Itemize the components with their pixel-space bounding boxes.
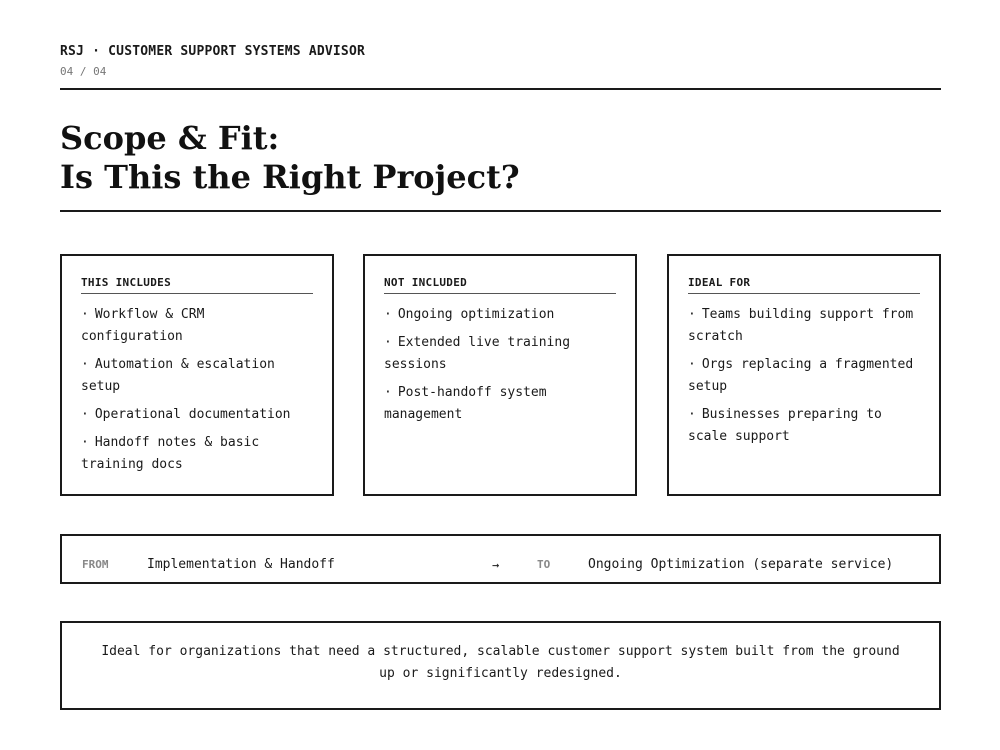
list-item: · Ongoing optimization	[384, 307, 555, 322]
bullet-icon: ·	[384, 385, 392, 400]
card-ideal-for	[667, 254, 941, 496]
list-item: · Extended live training sessions	[384, 335, 571, 372]
card-list	[81, 304, 313, 476]
card-list	[384, 304, 616, 426]
slide	[60, 0, 941, 750]
title-line-2: Is This the Right Project?	[60, 158, 520, 196]
list-item: · Workflow & CRM configuration	[81, 307, 205, 344]
bullet-icon: ·	[384, 335, 392, 350]
list-item: · Operational documentation	[81, 407, 291, 422]
brand-label: RSJ · CUSTOMER SUPPORT SYSTEMS ADVISOR	[60, 44, 366, 59]
to-value: Ongoing Optimization (separate service)	[588, 557, 894, 572]
arrow-right-icon: →	[492, 558, 500, 572]
bullet-icon: ·	[688, 407, 696, 422]
bullet-icon: ·	[688, 307, 696, 322]
transition-bar	[60, 534, 941, 584]
header-divider	[60, 88, 941, 90]
card-includes	[60, 254, 334, 496]
from-label: FROM	[82, 558, 109, 571]
bullet-icon: ·	[384, 307, 392, 322]
page-number: 04 / 04	[60, 65, 107, 78]
card-heading: NOT INCLUDED	[384, 276, 616, 294]
list-item: · Handoff notes & basic training docs	[81, 435, 260, 472]
card-not-included	[363, 254, 637, 496]
card-heading: IDEAL FOR	[688, 276, 920, 294]
to-label: TO	[537, 558, 551, 571]
card-list	[688, 304, 920, 448]
card-heading: THIS INCLUDES	[81, 276, 313, 294]
bullet-icon: ·	[81, 307, 89, 322]
page-title	[60, 119, 520, 197]
list-item: · Teams building support from scratch	[688, 307, 914, 344]
list-item: · Businesses preparing to scale support	[688, 407, 882, 444]
bullet-icon: ·	[688, 357, 696, 372]
list-item: · Automation & escalation setup	[81, 357, 275, 394]
list-item: · Orgs replacing a fragmented setup	[688, 357, 914, 394]
title-line-1: Scope & Fit:	[60, 119, 280, 157]
summary-box: Ideal for organizations that need a structured, scalable customer support system built from the ground up or significantly redesigned.	[60, 621, 941, 710]
title-divider	[60, 210, 941, 212]
from-value: Implementation & Handoff	[147, 557, 335, 572]
bullet-icon: ·	[81, 435, 89, 450]
bullet-icon: ·	[81, 357, 89, 372]
bullet-icon: ·	[81, 407, 89, 422]
list-item: · Post-handoff system management	[384, 385, 547, 422]
header	[60, 44, 941, 78]
